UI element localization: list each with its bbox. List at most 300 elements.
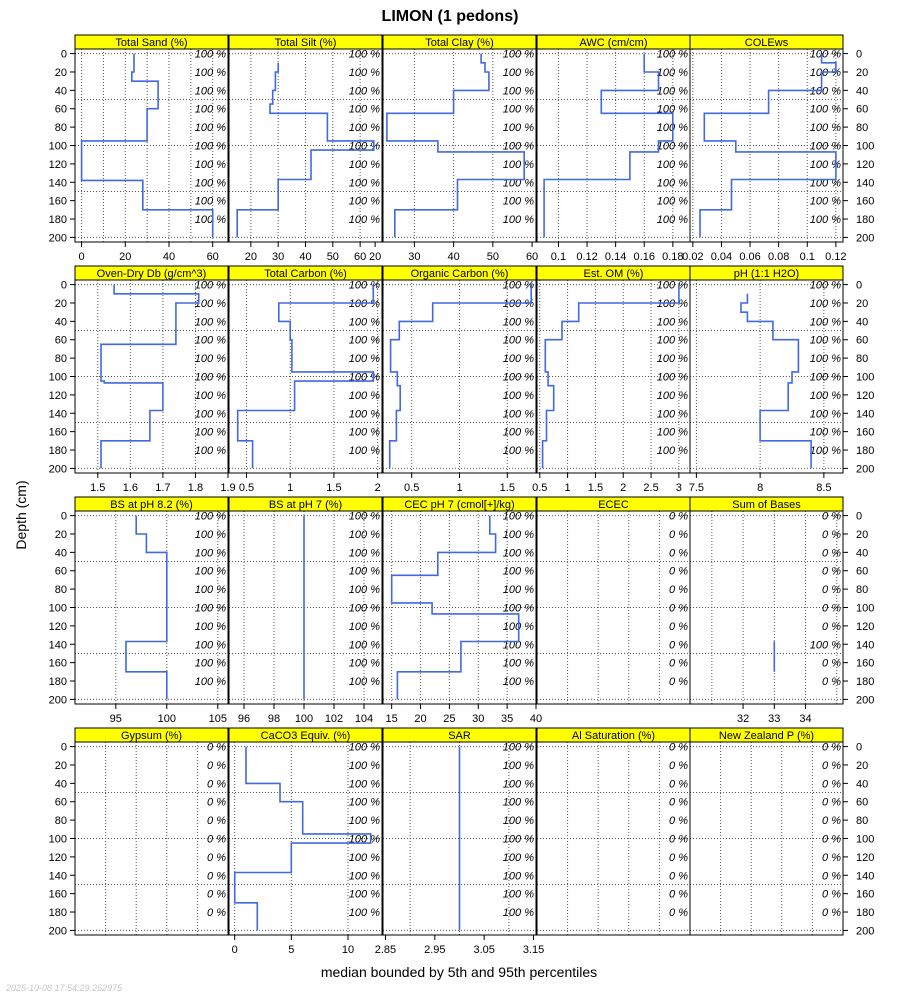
panel-6-pct-label-5: 100 % xyxy=(194,371,226,384)
panel-1-pct-label-4: 100 % xyxy=(194,122,226,135)
panel-15-pct-label-6: 0 % xyxy=(822,620,841,633)
panel-9-pct-label-1: 100 % xyxy=(656,297,688,310)
panel-5-pct-label-1: 100 % xyxy=(809,66,841,79)
panel-17-xtick-label-2: 10 xyxy=(341,944,355,956)
panel-20-pct-label-2: 0 % xyxy=(822,778,841,791)
panel-6-pct-label-8: 100 % xyxy=(194,426,226,439)
row2-left-ytick-label-8: 160 xyxy=(48,426,67,439)
panel-13-pct-label-3: 100 % xyxy=(502,565,534,578)
panel-7-xtick-label-3: 2 xyxy=(374,482,381,494)
panel-2-xtick-label-4: 60 xyxy=(354,251,367,263)
panel-4-pct-label-3: 100 % xyxy=(656,103,688,116)
panel-19-pct-label-8: 0 % xyxy=(669,888,688,901)
panel-17-pct-label-5: 100 % xyxy=(348,833,380,846)
row2-right-ytick-label-4: 80 xyxy=(856,353,869,366)
panel-4-profile-line xyxy=(544,54,673,238)
panel-8-strip-label: Organic Carbon (%) xyxy=(410,268,509,280)
panel-16-pct-label-2: 0 % xyxy=(207,778,226,791)
panel-7-pct-label-4: 100 % xyxy=(348,353,380,366)
panel-10-pct-label-7: 100 % xyxy=(809,408,841,421)
row3-left-ytick-label-2: 40 xyxy=(54,547,67,560)
row4-left-ytick-label-8: 160 xyxy=(48,888,67,901)
panel-12-xtick-label-3: 102 xyxy=(324,713,344,725)
panel-19-pct-label-4: 0 % xyxy=(669,815,688,828)
panel-15-frame xyxy=(690,511,843,704)
panel-15-pct-label-8: 0 % xyxy=(822,657,841,670)
panel-15-pct-label-4: 0 % xyxy=(822,584,841,597)
row2-right-ytick-label-7: 140 xyxy=(856,408,875,421)
timestamp-label: 2025-10-08 17:54:29.262975 xyxy=(6,983,123,993)
panel-11-pct-label-9: 100 % xyxy=(194,676,226,689)
row2-left-ytick-label-3: 60 xyxy=(54,334,67,347)
row1-left-ytick-label-1: 20 xyxy=(54,66,67,79)
row2-right-ytick-label-10: 200 xyxy=(856,463,875,476)
panel-1-pct-label-7: 100 % xyxy=(194,177,226,190)
panel-10-pct-label-8: 100 % xyxy=(809,426,841,439)
panel-12-pct-label-1: 100 % xyxy=(348,528,380,541)
panel-12-xtick-label-2: 100 xyxy=(294,713,314,725)
panel-1-xtick-label-1: 20 xyxy=(119,251,132,263)
row3-left-ytick-label-5: 100 xyxy=(48,602,67,615)
panel-11-strip-label: BS at pH 8.2 (%) xyxy=(110,499,193,511)
panel-5-pct-label-6: 100 % xyxy=(809,158,841,171)
row2-left-ytick-label-6: 120 xyxy=(48,389,67,402)
panel-16-strip-label: Gypsum (%) xyxy=(120,730,183,742)
panel-6-pct-label-2: 100 % xyxy=(194,316,226,329)
panel-8-pct-label-0: 100 % xyxy=(502,279,534,292)
panel-3-pct-label-3: 100 % xyxy=(502,103,534,116)
panel-12-pct-label-6: 100 % xyxy=(348,620,380,633)
row4-left-ytick-label-9: 180 xyxy=(48,907,67,920)
panel-18-pct-label-6: 100 % xyxy=(502,851,534,864)
panel-17-pct-label-1: 100 % xyxy=(348,759,380,772)
row3-left-ytick-label-8: 160 xyxy=(48,657,67,670)
panel-1-pct-label-2: 100 % xyxy=(194,85,226,98)
panel-16-frame xyxy=(75,742,228,935)
panel-6-xtick-label-0: 1.5 xyxy=(90,482,106,494)
panel-15-xtick-label-1: 33 xyxy=(768,713,781,725)
panel-10-pct-label-1: 100 % xyxy=(809,297,841,310)
row3-left-ytick-label-6: 120 xyxy=(48,620,67,633)
panel-4-xtick-label-0: 0.1 xyxy=(550,251,567,263)
panel-19-pct-label-3: 0 % xyxy=(669,796,688,809)
row4-right-ytick-label-2: 40 xyxy=(856,778,869,791)
panel-9-pct-label-0: 100 % xyxy=(656,279,688,292)
panel-12-pct-label-8: 100 % xyxy=(348,657,380,670)
panel-5-xtick-label-2: 0.06 xyxy=(739,251,761,263)
panel-6-xtick-label-1: 1.6 xyxy=(122,482,138,494)
panel-2-pct-label-3: 100 % xyxy=(348,103,380,116)
panel-20-pct-label-4: 0 % xyxy=(822,815,841,828)
panel-13-pct-label-6: 100 % xyxy=(502,620,534,633)
panel-14-pct-label-5: 0 % xyxy=(669,602,688,615)
row2-right-ytick-label-6: 120 xyxy=(856,389,875,402)
panel-5-pct-label-3: 100 % xyxy=(809,103,841,116)
row4-right-ytick-label-6: 120 xyxy=(856,851,875,864)
row3-right-ytick-label-9: 180 xyxy=(856,676,875,689)
panel-10-pct-label-5: 100 % xyxy=(809,371,841,384)
panel-20-pct-label-5: 0 % xyxy=(822,833,841,846)
row4-right-ytick-label-3: 60 xyxy=(856,796,869,809)
panel-10-profile-line xyxy=(741,294,811,469)
panel-5-xtick-label-1: 0.04 xyxy=(710,251,733,263)
row3-right-ytick-label-4: 80 xyxy=(856,584,869,597)
panel-4-pct-label-8: 100 % xyxy=(656,195,688,208)
panel-13-xtick-label-2: 25 xyxy=(443,713,456,725)
panel-5-pct-label-9: 100 % xyxy=(809,214,841,227)
panel-16-pct-label-4: 0 % xyxy=(207,815,226,828)
panel-2-pct-label-0: 100 % xyxy=(348,48,380,61)
panel-18-pct-label-7: 100 % xyxy=(502,870,534,883)
panel-10-pct-label-6: 100 % xyxy=(809,389,841,402)
panel-7-xtick-label-0: 0.5 xyxy=(238,482,255,494)
panel-11-pct-label-4: 100 % xyxy=(194,584,226,597)
row3-right-ytick-label-10: 200 xyxy=(856,694,875,707)
chart-title: LIMON (1 pedons) xyxy=(381,8,519,25)
panel-14-pct-label-7: 0 % xyxy=(669,639,688,652)
panel-7-pct-label-3: 100 % xyxy=(348,334,380,347)
panel-17-pct-label-9: 100 % xyxy=(348,907,380,920)
panel-9-pct-label-6: 100 % xyxy=(656,389,688,402)
panel-12-pct-label-0: 100 % xyxy=(348,510,380,523)
panel-17-pct-label-7: 100 % xyxy=(348,870,380,883)
row4-left-ytick-label-2: 40 xyxy=(54,778,67,791)
panel-12-xtick-label-0: 96 xyxy=(237,713,251,725)
panel-12-xtick-label-4: 104 xyxy=(354,713,374,725)
panel-11-xtick-label-1: 100 xyxy=(157,713,176,725)
panel-13-xtick-label-1: 20 xyxy=(414,713,427,725)
panel-20-pct-label-7: 0 % xyxy=(822,870,841,883)
panel-3-pct-label-2: 100 % xyxy=(502,85,534,98)
row1-right-ytick-label-3: 60 xyxy=(856,103,869,116)
panel-8-pct-label-1: 100 % xyxy=(502,297,534,310)
panel-6-profile-line xyxy=(101,285,199,469)
panel-2-pct-label-9: 100 % xyxy=(348,214,380,227)
panel-13-pct-label-2: 100 % xyxy=(502,547,534,560)
row2-right-ytick-label-1: 20 xyxy=(856,297,869,310)
panel-6-pct-label-1: 100 % xyxy=(194,297,226,310)
panel-16-pct-label-1: 0 % xyxy=(207,759,226,772)
row3-left-ytick-label-1: 20 xyxy=(54,528,67,541)
panel-18-pct-label-4: 100 % xyxy=(502,815,534,828)
row2-right-ytick-label-8: 160 xyxy=(856,426,875,439)
panel-18-xtick-label-2: 3.05 xyxy=(473,944,495,956)
row1-left-ytick-label-2: 40 xyxy=(54,85,67,98)
panel-2-xtick-label-2: 40 xyxy=(299,251,312,263)
row4-right-ytick-label-0: 0 xyxy=(856,741,863,754)
panel-10-pct-label-3: 100 % xyxy=(809,334,841,347)
panel-20-pct-label-1: 0 % xyxy=(822,759,841,772)
panel-15-xtick-label-2: 34 xyxy=(799,713,812,725)
row4-left-ytick-label-4: 80 xyxy=(54,815,67,828)
panel-8-pct-label-4: 100 % xyxy=(502,353,534,366)
row2-right-ytick-label-0: 0 xyxy=(856,279,863,292)
panel-9-pct-label-8: 100 % xyxy=(656,426,688,439)
panel-15-pct-label-9: 0 % xyxy=(822,676,841,689)
panel-11-pct-label-3: 100 % xyxy=(194,565,226,578)
panel-9-xtick-label-5: 3 xyxy=(675,482,682,494)
panel-10-xtick-label-1: 8 xyxy=(757,482,764,494)
panel-17-pct-label-3: 100 % xyxy=(348,796,380,809)
panel-6-pct-label-4: 100 % xyxy=(194,353,226,366)
panel-5-xtick-label-3: 0.08 xyxy=(767,251,790,263)
panel-19-strip-label: Al Saturation (%) xyxy=(571,730,656,742)
panel-4-pct-label-6: 100 % xyxy=(656,158,688,171)
panel-1-pct-label-1: 100 % xyxy=(194,66,226,79)
panel-5-pct-label-4: 100 % xyxy=(809,122,841,135)
row1-right-ytick-label-7: 140 xyxy=(856,177,875,190)
panel-9-strip-label: Est. OM (%) xyxy=(583,268,644,280)
row1-left-ytick-label-9: 180 xyxy=(48,214,67,227)
panel-2-pct-label-8: 100 % xyxy=(348,195,380,208)
panel-14-pct-label-0: 0 % xyxy=(669,510,688,523)
row3-right-ytick-label-8: 160 xyxy=(856,657,875,670)
row1-right-ytick-label-4: 80 xyxy=(856,122,869,135)
panel-1-xtick-label-3: 60 xyxy=(206,251,219,263)
row4-left-ytick-label-1: 20 xyxy=(54,759,67,772)
panel-8-xtick-label-1: 1 xyxy=(456,482,463,494)
panel-1-pct-label-6: 100 % xyxy=(194,158,226,171)
row1-left-ytick-label-6: 120 xyxy=(48,158,67,171)
panel-13-xtick-label-0: 15 xyxy=(385,713,398,725)
panel-11-xtick-label-2: 105 xyxy=(208,713,227,725)
row3-right-ytick-label-3: 60 xyxy=(856,565,869,578)
panel-3-pct-label-6: 100 % xyxy=(502,158,534,171)
panel-7-pct-label-1: 100 % xyxy=(348,297,380,310)
panel-4-pct-label-2: 100 % xyxy=(656,85,688,98)
row2-left-ytick-label-4: 80 xyxy=(54,353,67,366)
panel-2-pct-label-6: 100 % xyxy=(348,158,380,171)
row1-right-ytick-label-9: 180 xyxy=(856,214,875,227)
panel-4-pct-label-0: 100 % xyxy=(656,48,688,61)
panel-11-pct-label-7: 100 % xyxy=(194,639,226,652)
panel-9-xtick-label-2: 1.5 xyxy=(587,482,604,494)
row1-left-ytick-label-0: 0 xyxy=(60,48,67,61)
panel-4-xtick-label-4: 0.18 xyxy=(662,251,684,263)
panel-9-xtick-label-0: 0.5 xyxy=(532,482,548,494)
panel-7-pct-label-6: 100 % xyxy=(348,389,380,402)
panel-2-pct-label-5: 100 % xyxy=(348,140,380,153)
panel-14-pct-label-6: 0 % xyxy=(669,620,688,633)
panel-4-xtick-label-3: 0.16 xyxy=(633,251,655,263)
x-axis-title: median bounded by 5th and 95th percentiles xyxy=(320,964,598,980)
y-axis-title: Depth (cm) xyxy=(13,480,29,550)
panel-12-pct-label-5: 100 % xyxy=(348,602,380,615)
panel-17-strip-label: CaCO3 Equiv. (%) xyxy=(260,730,351,742)
panel-1-xtick-label-2: 40 xyxy=(162,251,176,263)
panel-13-xtick-label-5: 40 xyxy=(529,713,543,725)
panel-14-pct-label-4: 0 % xyxy=(669,584,688,597)
panel-20-pct-label-8: 0 % xyxy=(822,888,841,901)
panel-10-xtick-label-2: 8.5 xyxy=(816,482,832,494)
row2-right-ytick-label-5: 100 xyxy=(856,371,875,384)
panel-8-pct-label-5: 100 % xyxy=(502,371,534,384)
panel-4-pct-label-5: 100 % xyxy=(656,140,688,153)
panel-18-pct-label-1: 100 % xyxy=(502,759,534,772)
row3-right-ytick-label-2: 40 xyxy=(856,547,869,560)
panel-11-pct-label-1: 100 % xyxy=(194,528,226,541)
panel-16-pct-label-5: 0 % xyxy=(207,833,226,846)
panel-18-pct-label-2: 100 % xyxy=(502,778,534,791)
row3-right-ytick-label-6: 120 xyxy=(856,620,875,633)
panel-7-pct-label-5: 100 % xyxy=(348,371,380,384)
panel-4-pct-label-7: 100 % xyxy=(656,177,688,190)
row1-right-ytick-label-2: 40 xyxy=(856,85,869,98)
panel-2-xtick-label-0: 20 xyxy=(244,251,257,263)
row1-right-ytick-label-10: 200 xyxy=(856,232,875,245)
row2-left-ytick-label-7: 140 xyxy=(48,408,67,421)
panel-7-pct-label-2: 100 % xyxy=(348,316,380,329)
row1-left-ytick-label-7: 140 xyxy=(48,177,67,190)
panel-7-strip-label: Total Carbon (%) xyxy=(264,268,347,280)
panel-9-pct-label-9: 100 % xyxy=(656,445,688,458)
row1-left-ytick-label-4: 80 xyxy=(54,122,67,135)
panel-19-pct-label-9: 0 % xyxy=(669,907,688,920)
panel-3-pct-label-7: 100 % xyxy=(502,177,534,190)
panel-14-pct-label-3: 0 % xyxy=(669,565,688,578)
panel-9-pct-label-5: 100 % xyxy=(656,371,688,384)
panel-9-pct-label-4: 100 % xyxy=(656,353,688,366)
panel-5-strip-label: COLEws xyxy=(744,37,789,49)
panel-13-pct-label-7: 100 % xyxy=(502,639,534,652)
panel-6-xtick-label-3: 1.8 xyxy=(187,482,204,494)
panel-9-pct-label-3: 100 % xyxy=(656,334,688,347)
panel-20-strip-label: New Zealand P (%) xyxy=(718,730,815,742)
row3-right-ytick-label-0: 0 xyxy=(856,510,863,523)
panel-9-pct-label-2: 100 % xyxy=(656,316,688,329)
row2-left-ytick-label-1: 20 xyxy=(54,297,67,310)
panel-18-pct-label-0: 100 % xyxy=(502,741,534,754)
panel-1-pct-label-5: 100 % xyxy=(194,140,226,153)
panel-7-xtick-label-1: 1 xyxy=(287,482,294,494)
row4-right-ytick-label-10: 200 xyxy=(856,925,875,938)
panel-18-xtick-label-3: 3.15 xyxy=(522,944,545,956)
panel-2-pct-label-1: 100 % xyxy=(348,66,380,79)
row4-right-ytick-label-1: 20 xyxy=(856,759,869,772)
panel-10-strip-label: pH (1:1 H2O) xyxy=(733,268,800,280)
panel-8-pct-label-6: 100 % xyxy=(502,389,534,402)
panel-17-xtick-label-0: 0 xyxy=(231,944,238,956)
panel-1-xtick-label-0: 0 xyxy=(78,251,85,263)
panel-12-pct-label-7: 100 % xyxy=(348,639,380,652)
panel-2-pct-label-4: 100 % xyxy=(348,122,380,135)
panel-13-pct-label-1: 100 % xyxy=(502,528,534,541)
panel-13-xtick-label-4: 35 xyxy=(501,713,514,725)
panel-4-xtick-label-2: 0.14 xyxy=(604,251,627,263)
row2-right-ytick-label-3: 60 xyxy=(856,334,869,347)
panel-13-pct-label-0: 100 % xyxy=(502,510,534,523)
panel-8-xtick-label-2: 1.5 xyxy=(499,482,515,494)
panel-1-pct-label-3: 100 % xyxy=(194,103,226,116)
panel-8-pct-label-3: 100 % xyxy=(502,334,534,347)
panel-12-pct-label-3: 100 % xyxy=(348,565,380,578)
panel-2-xtick-label-3: 50 xyxy=(326,251,339,263)
panel-2-pct-label-2: 100 % xyxy=(348,85,380,98)
panel-8-pct-label-9: 100 % xyxy=(502,445,534,458)
panel-13-strip-label: CEC pH 7 (cmol[+]/kg) xyxy=(404,499,515,511)
panel-19-pct-label-1: 0 % xyxy=(669,759,688,772)
panel-19-pct-label-6: 0 % xyxy=(669,851,688,864)
row1-right-ytick-label-6: 120 xyxy=(856,158,875,171)
panel-4-pct-label-4: 100 % xyxy=(656,122,688,135)
panel-19-pct-label-2: 0 % xyxy=(669,778,688,791)
row3-left-ytick-label-10: 200 xyxy=(48,694,67,707)
row3-left-ytick-label-4: 80 xyxy=(54,584,67,597)
panel-15-xtick-label-0: 32 xyxy=(736,713,750,725)
row3-right-ytick-label-7: 140 xyxy=(856,639,875,652)
panel-20-frame xyxy=(690,742,843,935)
panel-1-strip-label: Total Sand (%) xyxy=(115,37,188,49)
panel-13-pct-label-5: 100 % xyxy=(502,602,534,615)
row2-left-ytick-label-10: 200 xyxy=(48,463,67,476)
panel-8-pct-label-8: 100 % xyxy=(502,426,534,439)
panel-10-pct-label-0: 100 % xyxy=(809,279,841,292)
panel-17-pct-label-0: 100 % xyxy=(348,741,380,754)
panel-3-pct-label-8: 100 % xyxy=(502,195,534,208)
panel-5-pct-label-8: 100 % xyxy=(809,195,841,208)
panel-3-pct-label-1: 100 % xyxy=(502,66,534,79)
row2-right-ytick-label-2: 40 xyxy=(856,316,869,329)
panel-17-pct-label-2: 100 % xyxy=(348,778,380,791)
panel-2-strip-label: Total Silt (%) xyxy=(274,37,337,49)
row4-left-ytick-label-0: 0 xyxy=(60,741,67,754)
panel-20-pct-label-9: 0 % xyxy=(822,907,841,920)
panel-12-pct-label-9: 100 % xyxy=(348,676,380,689)
panel-20-pct-label-0: 0 % xyxy=(822,741,841,754)
panel-10-pct-label-4: 100 % xyxy=(809,353,841,366)
panel-3-pct-label-9: 100 % xyxy=(502,214,534,227)
panel-17-pct-label-6: 100 % xyxy=(348,851,380,864)
panel-6-pct-label-7: 100 % xyxy=(194,408,226,421)
row1-left-ytick-label-8: 160 xyxy=(48,195,67,208)
panel-18-pct-label-9: 100 % xyxy=(502,907,534,920)
panel-9-xtick-label-3: 2 xyxy=(620,482,627,494)
panel-12-xtick-label-1: 98 xyxy=(267,713,281,725)
panel-6-xtick-label-2: 1.7 xyxy=(155,482,171,494)
panel-18-pct-label-5: 100 % xyxy=(502,833,534,846)
panel-11-pct-label-2: 100 % xyxy=(194,547,226,560)
panel-11-pct-label-0: 100 % xyxy=(194,510,226,523)
panel-14-pct-label-8: 0 % xyxy=(669,657,688,670)
row3-right-ytick-label-5: 100 xyxy=(856,602,875,615)
row1-right-ytick-label-8: 160 xyxy=(856,195,875,208)
row4-left-ytick-label-5: 100 xyxy=(48,833,67,846)
row4-left-ytick-label-6: 120 xyxy=(48,851,67,864)
panel-15-pct-label-3: 0 % xyxy=(822,565,841,578)
panel-12-pct-label-2: 100 % xyxy=(348,547,380,560)
panel-8-pct-label-7: 100 % xyxy=(502,408,534,421)
row1-right-ytick-label-5: 100 xyxy=(856,140,875,153)
panel-1-pct-label-8: 100 % xyxy=(194,195,226,208)
panel-4-pct-label-9: 100 % xyxy=(656,214,688,227)
row2-right-ytick-label-9: 180 xyxy=(856,445,875,458)
panel-7-pct-label-8: 100 % xyxy=(348,426,380,439)
panel-11-pct-label-6: 100 % xyxy=(194,620,226,633)
row3-left-ytick-label-3: 60 xyxy=(54,565,67,578)
panel-6-strip-label: Oven-Dry Db (g/cm^3) xyxy=(96,268,207,280)
panel-6-pct-label-6: 100 % xyxy=(194,389,226,402)
panel-6-pct-label-9: 100 % xyxy=(194,445,226,458)
panel-3-xtick-label-3: 50 xyxy=(486,251,499,263)
panel-17-xtick-label-1: 5 xyxy=(288,944,295,956)
panel-13-pct-label-4: 100 % xyxy=(502,584,534,597)
panel-9-xtick-label-4: 2.5 xyxy=(643,482,659,494)
panel-7-xtick-label-2: 1.5 xyxy=(326,482,342,494)
row2-left-ytick-label-0: 0 xyxy=(60,279,67,292)
panel-16-pct-label-3: 0 % xyxy=(207,796,226,809)
panel-20-pct-label-6: 0 % xyxy=(822,851,841,864)
panel-19-frame xyxy=(537,742,690,935)
